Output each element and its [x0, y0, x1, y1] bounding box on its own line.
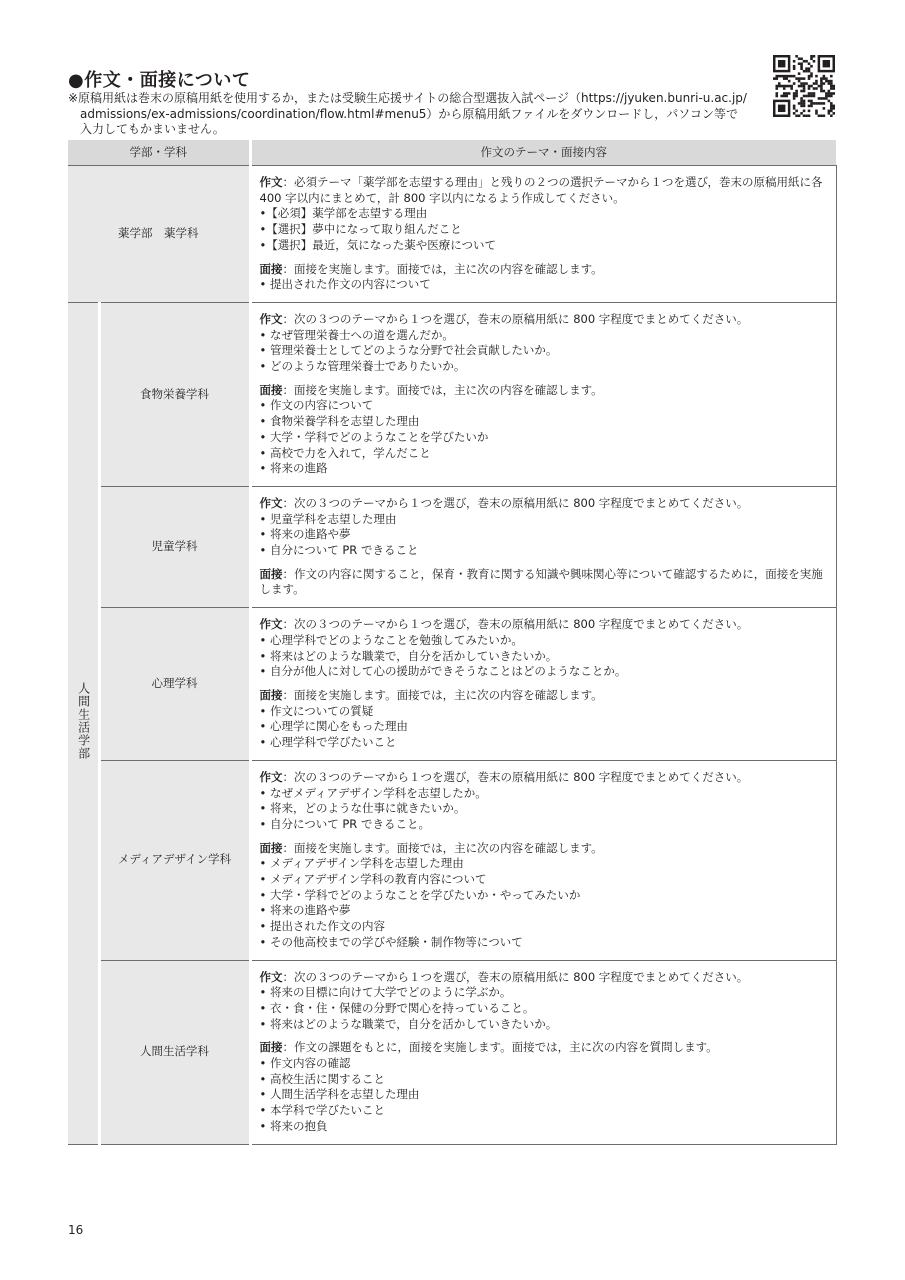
note-line: ※原稿用紙は巻末の原稿用紙を使用するか，または受験生応援サイトの総合型選抜入試ページ（https://jyuken.bunri-u.ac.jp/: [68, 91, 747, 105]
note-line: 入力してもかまいません。: [80, 122, 225, 136]
essay-block: [260, 617, 828, 680]
list-item: • 心理学に関心をもった理由: [259, 719, 408, 734]
list-item: • 心理学科で学びたいこと: [259, 735, 397, 750]
list-item: • 将来の抱負: [259, 1118, 328, 1133]
block-intro: [260, 970, 828, 986]
list-item: • なぜメディアデザイン学科を志望したか。: [259, 785, 487, 800]
list-item: • 高校生活に関すること: [259, 1071, 385, 1086]
block-label: 作文: [259, 617, 283, 632]
block-intro: [260, 262, 828, 278]
list-item: • 本学科で学びたいこと: [259, 1103, 385, 1118]
block-text: ：作文の課題をもとに，面接を実施します。面接では，主に次の内容を質問します。: [282, 1040, 718, 1055]
content-cell: [250, 486, 836, 607]
page-number: 16: [68, 1223, 84, 1237]
block-label: 面接: [259, 261, 283, 276]
essay-block: [260, 312, 828, 375]
list-item: • 将来の目標に向けて大学でどのように学ぶか。: [259, 985, 512, 1000]
table-row: [68, 960, 836, 1144]
table-row: [68, 302, 836, 486]
list-item: • 心理学科でどのようなことを勉強してみたいか。: [259, 632, 523, 647]
list-item: • 管理栄養士としてどのような分野で社会貢献したいか。: [259, 343, 558, 358]
faculty-label: 人間生活学部: [76, 681, 91, 760]
list-item: • 自分について PR できること: [259, 543, 419, 558]
list-item: • 提出された作文の内容について: [259, 277, 431, 292]
block-label: 作文: [259, 769, 283, 784]
table-header-row: [68, 140, 836, 166]
list-item: • 将来はどのような職業で，自分を活かしていきたいか。: [259, 1016, 558, 1031]
block-text: ：面接を実施します。面接では，主に次の内容を確認します。: [282, 840, 603, 855]
block-label: 作文: [259, 311, 283, 326]
list-item: • 作文についての質疑: [259, 703, 374, 718]
list-item: • 将来はどのような職業で，自分を活かしていきたいか。: [259, 648, 558, 663]
block-intro: [260, 175, 828, 206]
essay-block: [260, 770, 828, 833]
list-item: • 将来の進路や夢: [259, 527, 351, 542]
list-item: • 作文の内容について: [259, 398, 374, 413]
list-item: • なぜ管理栄養士への道を選んだか。: [259, 327, 454, 342]
department-cell: 薬学部 薬学科: [68, 166, 250, 303]
block-intro: [260, 312, 828, 328]
content-cell: [250, 608, 836, 761]
block-intro: [260, 617, 828, 633]
block-label: 面接: [259, 1040, 283, 1055]
department-cell: 人間生活学科: [99, 960, 250, 1144]
essay-block: [260, 970, 828, 1033]
department-cell: 心理学科: [99, 608, 250, 761]
block-intro: [260, 383, 828, 399]
block-intro: [260, 688, 828, 704]
block-text: ：作文の内容に関すること，保育・教育に関する知識や興味関心等について確認するために，面接を実施します。: [259, 566, 823, 597]
block-intro: [260, 567, 828, 598]
list-item: • 衣・食・住・保健の分野で関心を持っていること。: [259, 1000, 535, 1015]
essay-block: [260, 496, 828, 559]
download-note: [68, 91, 768, 138]
department-cell: 食物栄養学科: [99, 302, 250, 486]
interview-block: [260, 262, 828, 293]
list-item: •【選択】最近，気になった薬や医療について: [259, 237, 497, 252]
block-label: 作文: [259, 969, 283, 984]
qr-code[interactable]: [773, 55, 835, 117]
block-text: ：面接を実施します。面接では，主に次の内容を確認します。: [282, 261, 603, 276]
faculty-cell: [68, 302, 99, 1144]
block-text: ：次の３つのテーマから１つを選び，巻末の原稿用紙に 800 字程度でまとめてください。: [282, 769, 749, 784]
list-item: • 児童学科を志望した理由: [259, 511, 397, 526]
block-label: 面接: [259, 840, 283, 855]
table-row: [68, 486, 836, 607]
interview-block: [260, 383, 828, 477]
block-text: ：次の３つのテーマから１つを選び，巻末の原稿用紙に 800 字程度でまとめてください。: [282, 495, 749, 510]
interview-block: [260, 841, 828, 951]
list-item: • 提出された作文の内容: [259, 919, 385, 934]
table-row: [68, 166, 836, 303]
block-intro: [260, 1040, 828, 1056]
block-label: 面接: [259, 382, 283, 397]
list-item: • 将来の進路や夢: [259, 903, 351, 918]
page-title: ●作文・面接について: [68, 70, 251, 91]
block-label: 作文: [259, 175, 283, 189]
block-text: ：次の３つのテーマから１つを選び，巻末の原稿用紙に 800 字程度でまとめてください。: [282, 617, 749, 632]
interview-block: [260, 1040, 828, 1134]
block-label: 面接: [259, 687, 283, 702]
list-item: • 自分について PR できること。: [259, 816, 430, 831]
block-text: ：必須テーマ「薬学部を志望する理由」と残りの２つの選択テーマから１つを選び，巻末の原稿用紙に各 400 字以内にまとめて，計 800 字以内になるよう作成してください。: [259, 175, 823, 205]
content-cell: [250, 960, 836, 1144]
block-text: ：面接を実施します。面接では，主に次の内容を確認します。: [282, 382, 603, 397]
list-item: • メディアデザイン学科の教育内容について: [259, 872, 487, 887]
note-line: admissions/ex-admissions/coordination/flow.html#menu5）から原稿用紙ファイルをダウンロードし，パソコン等で: [80, 106, 738, 121]
list-item: • 大学・学科でどのようなことを学びたいか・やってみたいか: [259, 887, 581, 902]
list-item: • 将来の進路: [259, 461, 328, 476]
essay-interview-table: [68, 140, 837, 1145]
col-header-content: 作文のテーマ・面接内容: [250, 140, 836, 166]
list-item: • 高校で力を入れて，学んだこと: [259, 445, 431, 460]
list-item: • その他高校までの学びや経験・制作物等について: [259, 934, 523, 949]
department-cell: 児童学科: [99, 486, 250, 607]
table-row: [68, 608, 836, 761]
department-cell: メディアデザイン学科: [99, 760, 250, 960]
col-header-department: 学部・学科: [68, 140, 250, 166]
list-item: • 将来，どのような仕事に就きたいか。: [259, 801, 466, 816]
list-item: • 自分が他人に対して心の援助ができそうなことはどのようなことか。: [259, 664, 627, 679]
block-text: ：次の３つのテーマから１つを選び，巻末の原稿用紙に 800 字程度でまとめてください。: [282, 311, 749, 326]
list-item: • どのような管理栄養士でありたいか。: [259, 359, 466, 374]
table-row: [68, 760, 836, 960]
block-intro: [260, 841, 828, 857]
list-item: • 作文内容の確認: [259, 1056, 351, 1071]
list-item: •【必須】薬学部を志望する理由: [259, 206, 428, 221]
content-cell: [250, 302, 836, 486]
interview-block: [260, 567, 828, 598]
list-item: • 食物栄養学科を志望した理由: [259, 414, 420, 429]
block-label: 面接: [259, 566, 283, 581]
content-cell: [250, 166, 836, 303]
block-intro: [260, 496, 828, 512]
block-text: ：面接を実施します。面接では，主に次の内容を確認します。: [282, 687, 603, 702]
essay-block: [260, 175, 828, 254]
block-intro: [260, 770, 828, 786]
list-item: •【選択】夢中になって取り組んだこと: [259, 222, 462, 237]
block-label: 作文: [259, 495, 283, 510]
list-item: • メディアデザイン学科を志望した理由: [259, 856, 464, 871]
block-text: ：次の３つのテーマから１つを選び，巻末の原稿用紙に 800 字程度でまとめてください。: [282, 969, 749, 984]
list-item: • 大学・学科でどのようなことを学びたいか: [259, 429, 489, 444]
list-item: • 人間生活学科を志望した理由: [259, 1087, 420, 1102]
content-cell: [250, 760, 836, 960]
interview-block: [260, 688, 828, 751]
